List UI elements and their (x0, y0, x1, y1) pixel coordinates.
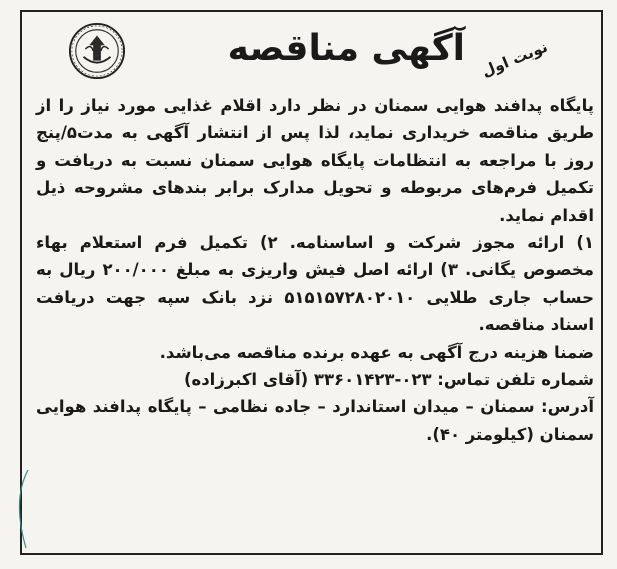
fee-paragraph: ضمنا هزینه درج آگهی به عهده برنده مناقصه می‌باشد. (159, 342, 594, 362)
pen-stroke-mark (0, 470, 30, 550)
address-paragraph: آدرس: سمنان – میدان استاندارد – جاده نظامی – پایگاه پدافند هوایی سمنان (کیلومتر ۴۰). (36, 397, 594, 444)
notice-header (40, 22, 590, 82)
intro-paragraph: پایگاه پدافند هوایی سمنان در نظر دارد اقلام غذایی مورد نیاز را از طریق مناقصه خریداری نماید، لذا پس از انتشار آگهی به مدت۵/پنج روز با مراجعه به انتظامات پایگاه هوایی سمنان نسبت به دریافت و تکمیل فرم‌های مربوطه و تحویل مدارک برابر بندهای مشروحه ذیل اقدام نماید. (36, 96, 594, 225)
round-label: نوبت اول (479, 37, 551, 81)
notice-title: آگهی مناقصه (227, 28, 465, 69)
seal-icon (68, 22, 126, 80)
phone-paragraph: شماره تلفن تماس: ۰۲۳-۳۳۶۰۱۴۲۳ (آقای اکبرزاده) (183, 370, 594, 390)
notice-body (36, 92, 594, 448)
requirements-paragraph: ۱) ارائه مجوز شرکت و اساسنامه. ۲) تکمیل فرم استعلام بهاء مخصوص یگانی. ۳) ارائه اصل فیش واریزی به مبلغ ۲۰۰/۰۰۰ ریال به حساب جاری طلایی ۵۱۵۱۵۷۲۸۰۲۰۱۰ نزد بانک سپه جهت دریافت اسناد مناقصه. (36, 233, 595, 335)
